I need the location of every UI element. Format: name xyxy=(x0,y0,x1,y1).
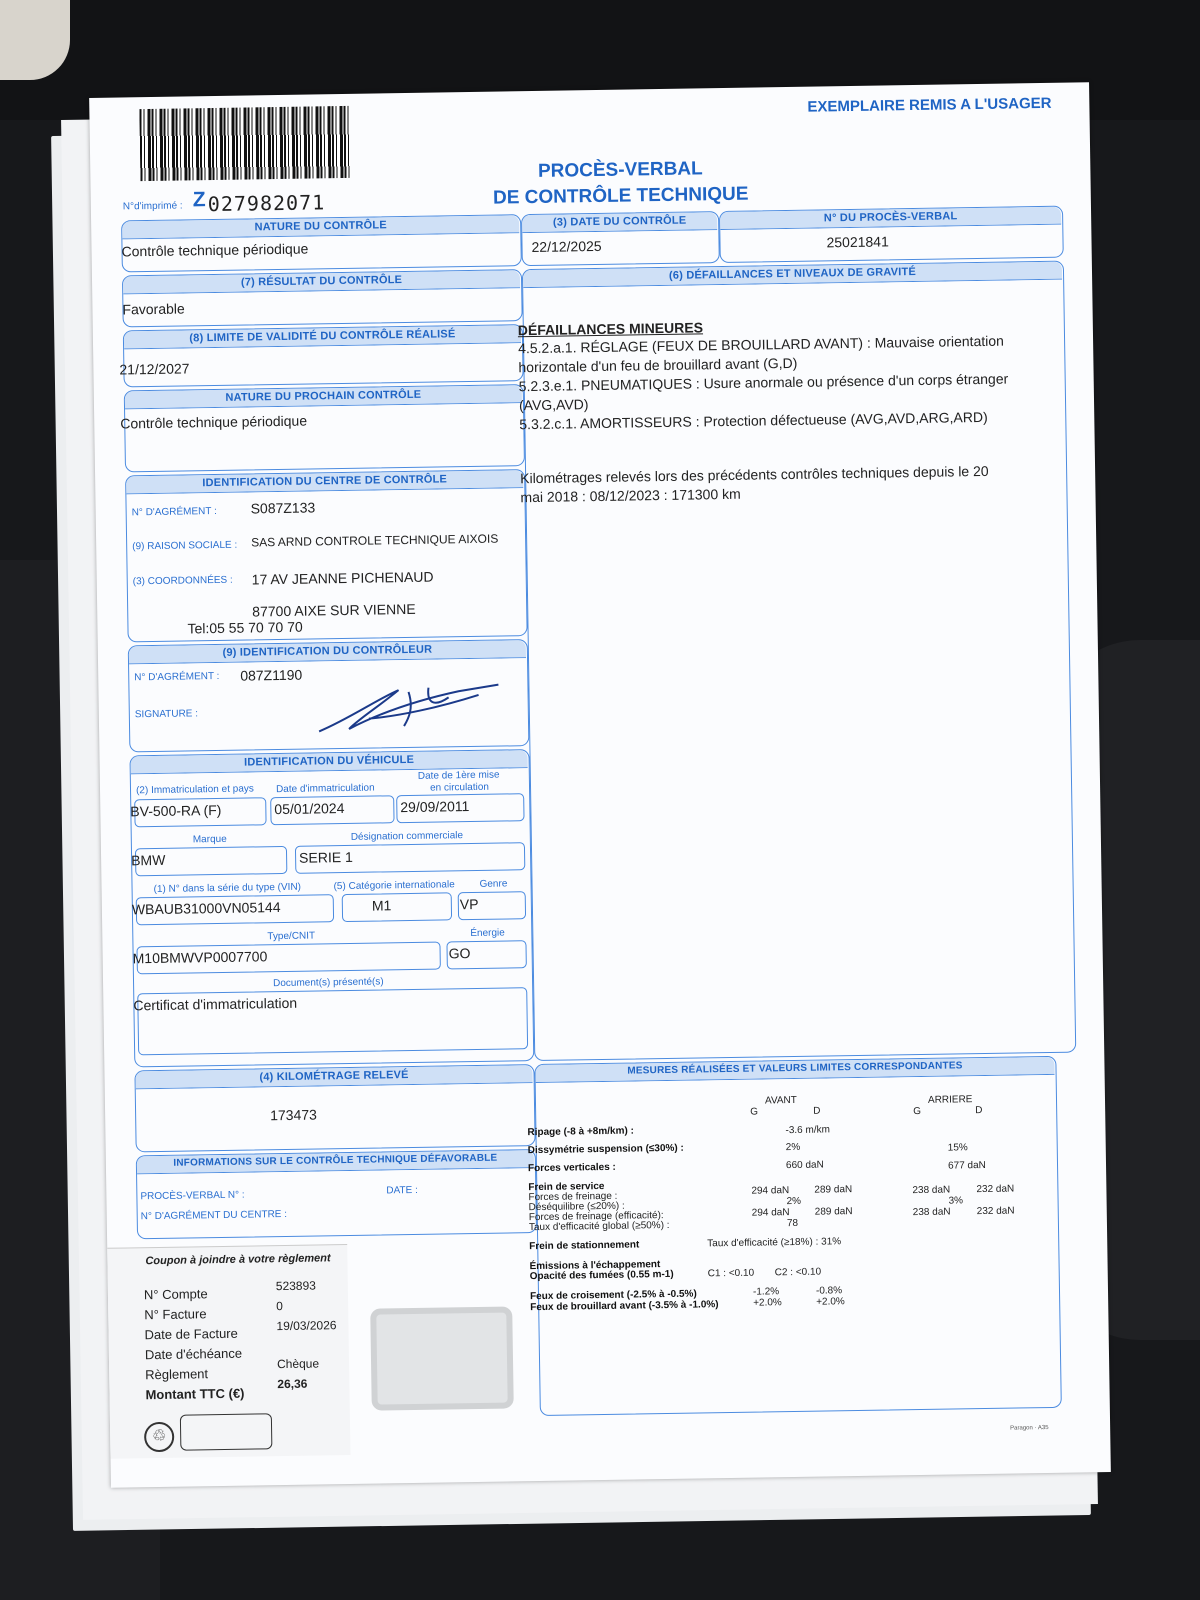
defav-date-label: DATE : xyxy=(386,1184,418,1197)
compte-value: 523893 xyxy=(275,1278,316,1294)
next-value: Contrôle technique périodique xyxy=(120,412,308,432)
vehicle-label: IDENTIFICATION DU VÉHICULE xyxy=(244,753,415,769)
fe-avg: 294 daN xyxy=(751,1207,790,1219)
next-label: NATURE DU PROCHAIN CONTRÔLE xyxy=(225,388,422,404)
controleur-agrement: 087Z1190 xyxy=(240,666,303,684)
km-history-note: Kilométrages relevés lors des précédents contrôles techniques depuis le 20 mai 2018 : 08/12/2023 : 171300 km xyxy=(520,462,989,506)
defaillance-item: 5.2.3.e.1. PNEUMATIQUES : Usure anormale ou présence d'un corps étranger (AVG,AVD) xyxy=(518,370,1009,414)
defaillances-label: (6) DÉFAILLANCES ET NIVEAUX DE GRAVITÉ xyxy=(668,265,917,282)
genre-value: VP xyxy=(459,895,479,913)
designation-value: SERIE 1 xyxy=(298,848,353,866)
recycling-icon: ♲ xyxy=(144,1422,174,1452)
type-label: Type/CNIT xyxy=(267,930,316,943)
croisement-g: -1.2% xyxy=(752,1286,780,1298)
km-value: 173473 xyxy=(270,1106,317,1124)
defav-agrement-label: N° D'AGRÉMENT DU CENTRE : xyxy=(140,1208,288,1223)
dissym-label: Dissymétrie suspension (≤30%) : xyxy=(527,1142,684,1157)
brouillard-g: +2.0% xyxy=(753,1297,782,1309)
stationnement-label: Frein de stationnement xyxy=(529,1239,640,1253)
ripage-value: -3.6 m/km xyxy=(785,1124,830,1137)
arriere-label: ARRIERE xyxy=(927,1094,973,1106)
facture-label: N° Facture xyxy=(144,1306,207,1323)
date-facture-value: 19/03/2026 xyxy=(276,1318,337,1334)
genre-label: Genre xyxy=(479,878,508,890)
nature-label: NATURE DU CONTRÔLE xyxy=(254,219,387,234)
ff-avd: 289 daN xyxy=(814,1184,853,1196)
croisement-d: -0.8% xyxy=(815,1285,843,1297)
cat-label: (5) Catégorie internationale xyxy=(333,879,455,893)
deseq-label: Déséquilibre (≤20%) : xyxy=(528,1200,625,1214)
date-immat-label: Date d'immatriculation xyxy=(275,782,375,796)
date-facture-label: Date de Facture xyxy=(144,1325,238,1343)
ff-arg: 238 daN xyxy=(912,1184,951,1197)
envelope-window xyxy=(370,1306,514,1410)
immat-value: BV-500-RA (F) xyxy=(130,801,222,820)
cat-field xyxy=(342,892,452,922)
opacite-label: Opacité des fumées (0.55 m-1) xyxy=(529,1268,674,1283)
title-line1: PROCÈS-VERBAL xyxy=(537,158,703,182)
printed-no-label: N°d'imprimé : xyxy=(122,200,183,213)
ripage-label: Ripage (-8 à +8m/km) : xyxy=(527,1125,634,1139)
defaillance-item: 5.3.2.c.1. AMORTISSEURS : Protection défectueuse (AVG,AVD,ARG,ARD) xyxy=(519,408,988,433)
energie-label: Énergie xyxy=(470,927,505,940)
km-label: (4) KILOMÉTRAGE RELEVÉ xyxy=(259,1069,409,1084)
forces-v-label: Forces verticales : xyxy=(527,1161,616,1175)
inspection-report-page xyxy=(89,82,1111,1488)
date-first-value: 29/09/2011 xyxy=(400,798,470,816)
centre-agrement-label: N° D'AGRÉMENT : xyxy=(131,505,217,519)
centre-address1: 17 AV JEANNE PICHENAUD xyxy=(251,568,434,588)
montant-label: Montant TTC (€) xyxy=(145,1385,245,1403)
croisement-label: Feux de croisement (-2.5% à -0.5%) xyxy=(529,1288,697,1303)
signature-label: SIGNATURE : xyxy=(134,708,199,721)
title-line2: DE CONTRÔLE TECHNIQUE xyxy=(492,183,749,209)
taux-value: 78 xyxy=(786,1217,799,1230)
opacite-c2: C2 : <0.10 xyxy=(774,1266,822,1279)
centre-tel: Tel:05 55 70 70 70 xyxy=(187,618,303,637)
deseq-av: 2% xyxy=(786,1195,802,1208)
controleur-agrement-label: N° D'AGRÉMENT : xyxy=(134,670,220,684)
forces-eff-label: Forces de freinage (efficacité): xyxy=(528,1210,664,1224)
result-value: Favorable xyxy=(122,300,185,318)
triman-logo xyxy=(180,1413,273,1450)
vin-label: (1) N° dans la série du type (VIN) xyxy=(153,881,302,896)
marque-label: Marque xyxy=(192,833,227,846)
montant-value: 26,36 xyxy=(277,1376,308,1392)
brouillard-label: Feux de brouillard avant (-3.5% à -1.0%) xyxy=(530,1299,719,1314)
pv-label: N° DU PROCÈS-VERBAL xyxy=(823,210,958,225)
date-immat-value: 05/01/2024 xyxy=(274,800,345,818)
brouillard-d: +2.0% xyxy=(816,1296,845,1308)
forces-v-ar: 677 daN xyxy=(947,1159,986,1172)
avant-d: D xyxy=(813,1105,821,1117)
date-label: (3) DATE DU CONTRÔLE xyxy=(552,214,687,229)
echeance-label: Date d'échéance xyxy=(144,1345,243,1363)
dissym-av: 2% xyxy=(785,1141,801,1154)
deseq-ar: 3% xyxy=(948,1195,964,1207)
defav-pv-label: PROCÈS-VERBAL N° : xyxy=(140,1189,245,1203)
type-value: M10BMWVP0007700 xyxy=(132,948,268,967)
forces-frein-label: Forces de freinage : xyxy=(528,1190,618,1204)
frein-service-label: Frein de service xyxy=(528,1180,605,1194)
barcode xyxy=(139,106,350,181)
fe-avd: 289 daN xyxy=(814,1206,853,1218)
defav-label: INFORMATIONS SUR LE CONTRÔLE TECHNIQUE DÉFAVORABLE xyxy=(173,1152,498,1169)
avant-label: AVANT xyxy=(764,1094,797,1107)
cat-value: M1 xyxy=(371,897,392,914)
marque-value: BMW xyxy=(131,851,166,869)
vin-value: WBAUB31000VN05144 xyxy=(131,899,281,918)
taux-label: Taux d'efficacité global (≥50%) : xyxy=(528,1219,670,1234)
stationnement-value: Taux d'efficacité (≥18%) : 31% xyxy=(707,1236,842,1250)
immat-label: (2) Immatriculation et pays xyxy=(135,783,254,797)
centre-label: IDENTIFICATION DU CENTRE DE CONTRÔLE xyxy=(202,473,448,490)
opacite-c1: C1 : <0.10 xyxy=(707,1267,755,1280)
date-first-label1: Date de 1ère mise xyxy=(417,769,500,782)
pv-value: 25021841 xyxy=(826,233,889,251)
centre-address2: 87700 AIXE SUR VIENNE xyxy=(252,600,416,620)
avant-g: G xyxy=(750,1106,759,1118)
date-value: 22/12/2025 xyxy=(531,237,602,256)
fe-arg: 238 daN xyxy=(912,1206,951,1219)
signature-image xyxy=(308,676,509,739)
nature-value: Contrôle technique périodique xyxy=(121,240,309,260)
controleur-label: (9) IDENTIFICATION DU CONTRÔLEUR xyxy=(222,643,433,659)
mesures-label: MESURES RÉALISÉES ET VALEURS LIMITES CORRESPONDANTES xyxy=(627,1060,963,1077)
designation-label: Désignation commerciale xyxy=(350,830,464,843)
defaillances-heading: DÉFAILLANCES MINEURES xyxy=(517,319,704,339)
forces-v-av: 660 daN xyxy=(785,1159,824,1172)
reglement-value: Chèque xyxy=(276,1356,320,1372)
centre-raison-label: (9) RAISON SOCIALE : xyxy=(132,539,238,553)
result-label: (7) RÉSULTAT DU CONTRÔLE xyxy=(240,274,403,289)
printed-no: 027982071 xyxy=(207,190,326,217)
centre-coord-label: (3) COORDONNÉES : xyxy=(132,574,233,588)
reglement-label: Règlement xyxy=(145,1366,209,1383)
printed-no-prefix: Z xyxy=(192,188,206,212)
date-first-label2: en circulation xyxy=(429,781,490,794)
ff-avg: 294 daN xyxy=(751,1185,790,1197)
arriere-g: G xyxy=(913,1105,922,1118)
footer-ref: Paragon · A35 xyxy=(1010,1425,1049,1432)
validity-value: 21/12/2027 xyxy=(119,360,190,378)
fe-ard: 232 daN xyxy=(976,1205,1015,1218)
arriere-d: D xyxy=(975,1105,983,1117)
centre-agrement: S087Z133 xyxy=(250,499,316,517)
coupon-title: Coupon à joindre à votre règlement xyxy=(145,1252,331,1268)
docs-value: Certificat d'immatriculation xyxy=(133,994,298,1014)
energie-value: GO xyxy=(448,945,471,962)
docs-label: Document(s) présenté(s) xyxy=(272,976,384,990)
defaillance-item: 4.5.2.a.1. RÉGLAGE (FEUX DE BROUILLARD AVANT) : Mauvaise orientation horizontale d'un feu de brouillard avant (G,D) xyxy=(518,332,1004,376)
emissions-label: Émissions à l'échappement xyxy=(529,1259,661,1273)
dissym-ar: 15% xyxy=(947,1142,968,1154)
ff-ard: 232 daN xyxy=(976,1183,1015,1196)
copy-note: EXEMPLAIRE REMIS A L'USAGER xyxy=(807,94,1052,116)
compte-label: N° Compte xyxy=(143,1286,208,1303)
centre-raison: SAS ARND CONTROLE TECHNIQUE AIXOIS xyxy=(251,531,499,550)
validity-label: (8) LIMITE DE VALIDITÉ DU CONTRÔLE RÉALISÉ xyxy=(189,328,456,345)
facture-value: 0 xyxy=(276,1299,283,1314)
